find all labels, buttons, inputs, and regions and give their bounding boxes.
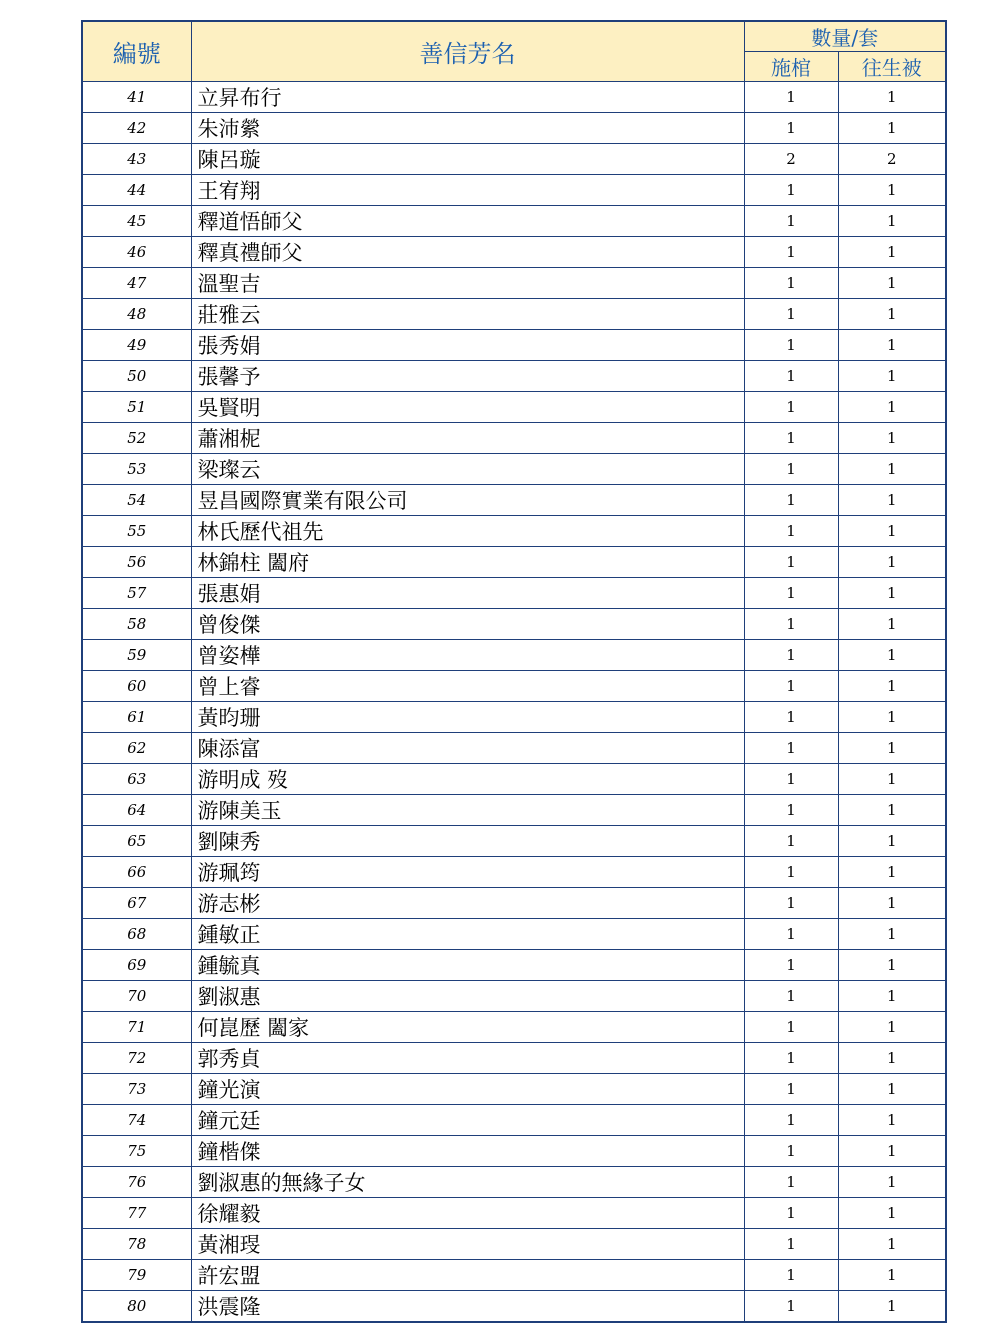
table-row — [82, 795, 946, 826]
donor-name: 郭秀貞 — [191, 1043, 744, 1074]
table-row — [82, 950, 946, 981]
table-row — [82, 609, 946, 640]
coffin-quantity: 1 — [744, 361, 838, 392]
donor-name: 劉淑惠 — [191, 981, 744, 1012]
coffin-quantity: 1 — [744, 175, 838, 206]
table-row — [82, 1167, 946, 1198]
quilt-quantity: 1 — [838, 1260, 946, 1291]
quilt-quantity: 1 — [838, 1229, 946, 1260]
coffin-quantity: 1 — [744, 981, 838, 1012]
coffin-quantity: 1 — [744, 1074, 838, 1105]
row-number: 76 — [82, 1167, 191, 1198]
quilt-quantity: 1 — [838, 516, 946, 547]
quilt-quantity: 1 — [838, 702, 946, 733]
coffin-quantity: 1 — [744, 795, 838, 826]
coffin-quantity: 1 — [744, 857, 838, 888]
coffin-quantity: 1 — [744, 702, 838, 733]
donor-name: 洪震隆 — [191, 1291, 744, 1323]
coffin-quantity: 1 — [744, 547, 838, 578]
donor-name: 立昇布行 — [191, 82, 744, 113]
table-row — [82, 485, 946, 516]
quilt-quantity: 1 — [838, 640, 946, 671]
coffin-quantity: 1 — [744, 764, 838, 795]
table-row — [82, 1012, 946, 1043]
donor-name: 游珮筠 — [191, 857, 744, 888]
table-row — [82, 423, 946, 454]
coffin-quantity: 1 — [744, 299, 838, 330]
donor-name: 林氏歷代祖先 — [191, 516, 744, 547]
quilt-quantity: 1 — [838, 578, 946, 609]
quilt-quantity: 1 — [838, 857, 946, 888]
coffin-quantity: 1 — [744, 454, 838, 485]
row-number: 52 — [82, 423, 191, 454]
donor-name: 劉淑惠的無緣子女 — [191, 1167, 744, 1198]
column-header-coffin: 施棺 — [744, 52, 838, 82]
coffin-quantity: 1 — [744, 919, 838, 950]
donor-name: 朱沛縈 — [191, 113, 744, 144]
quilt-quantity: 1 — [838, 1043, 946, 1074]
donor-name: 王宥翔 — [191, 175, 744, 206]
donor-name: 游陳美玉 — [191, 795, 744, 826]
quilt-quantity: 1 — [838, 1074, 946, 1105]
table-row — [82, 175, 946, 206]
donor-name: 許宏盟 — [191, 1260, 744, 1291]
coffin-quantity: 1 — [744, 206, 838, 237]
coffin-quantity: 1 — [744, 1260, 838, 1291]
quilt-quantity: 1 — [838, 1167, 946, 1198]
coffin-quantity: 1 — [744, 1012, 838, 1043]
row-number: 79 — [82, 1260, 191, 1291]
donor-name: 張秀娟 — [191, 330, 744, 361]
row-number: 77 — [82, 1198, 191, 1229]
donor-name: 游志彬 — [191, 888, 744, 919]
coffin-quantity: 1 — [744, 1229, 838, 1260]
row-number: 80 — [82, 1291, 191, 1323]
row-number: 43 — [82, 144, 191, 175]
coffin-quantity: 1 — [744, 1105, 838, 1136]
table-header — [82, 21, 946, 82]
table-row — [82, 1105, 946, 1136]
column-header-number: 編號 — [82, 21, 191, 82]
table-row — [82, 640, 946, 671]
donor-name: 蕭湘柅 — [191, 423, 744, 454]
table-row — [82, 82, 946, 113]
row-number: 66 — [82, 857, 191, 888]
row-number: 60 — [82, 671, 191, 702]
table-row — [82, 454, 946, 485]
table-row — [82, 1260, 946, 1291]
table-row — [82, 1074, 946, 1105]
quilt-quantity: 1 — [838, 175, 946, 206]
quilt-quantity: 1 — [838, 733, 946, 764]
quilt-quantity: 1 — [838, 1291, 946, 1323]
donor-name: 梁璨云 — [191, 454, 744, 485]
quilt-quantity: 1 — [838, 1105, 946, 1136]
row-number: 48 — [82, 299, 191, 330]
quilt-quantity: 1 — [838, 206, 946, 237]
row-number: 47 — [82, 268, 191, 299]
quilt-quantity: 1 — [838, 237, 946, 268]
donor-name: 林錦柱 闔府 — [191, 547, 744, 578]
donor-name: 陳呂璇 — [191, 144, 744, 175]
column-header-quantity: 數量/套 — [744, 21, 946, 52]
table-row — [82, 299, 946, 330]
coffin-quantity: 1 — [744, 1291, 838, 1323]
coffin-quantity: 1 — [744, 82, 838, 113]
coffin-quantity: 1 — [744, 1198, 838, 1229]
table-row — [82, 919, 946, 950]
quilt-quantity: 1 — [838, 547, 946, 578]
table-row — [82, 361, 946, 392]
quilt-quantity: 1 — [838, 1012, 946, 1043]
coffin-quantity: 1 — [744, 640, 838, 671]
header-row — [82, 21, 946, 52]
coffin-quantity: 1 — [744, 1043, 838, 1074]
row-number: 63 — [82, 764, 191, 795]
donor-name: 溫聖吉 — [191, 268, 744, 299]
quilt-quantity: 1 — [838, 268, 946, 299]
quilt-quantity: 1 — [838, 82, 946, 113]
coffin-quantity: 1 — [744, 888, 838, 919]
donor-name: 張馨予 — [191, 361, 744, 392]
quilt-quantity: 1 — [838, 299, 946, 330]
row-number: 55 — [82, 516, 191, 547]
row-number: 64 — [82, 795, 191, 826]
row-number: 69 — [82, 950, 191, 981]
donor-name: 鐘光演 — [191, 1074, 744, 1105]
coffin-quantity: 1 — [744, 237, 838, 268]
table-row — [82, 113, 946, 144]
donor-table — [81, 20, 947, 1323]
coffin-quantity: 1 — [744, 392, 838, 423]
row-number: 50 — [82, 361, 191, 392]
row-number: 58 — [82, 609, 191, 640]
table-body — [82, 82, 946, 1323]
coffin-quantity: 1 — [744, 516, 838, 547]
quilt-quantity: 2 — [838, 144, 946, 175]
table-row — [82, 516, 946, 547]
row-number: 73 — [82, 1074, 191, 1105]
table-row — [82, 1198, 946, 1229]
quilt-quantity: 1 — [838, 609, 946, 640]
quilt-quantity: 1 — [838, 981, 946, 1012]
donor-name: 曾俊傑 — [191, 609, 744, 640]
table-row — [82, 1136, 946, 1167]
row-number: 57 — [82, 578, 191, 609]
donor-name: 陳添富 — [191, 733, 744, 764]
coffin-quantity: 1 — [744, 733, 838, 764]
donor-name: 鐘楷傑 — [191, 1136, 744, 1167]
donor-name: 黃昀珊 — [191, 702, 744, 733]
table-row — [82, 206, 946, 237]
quilt-quantity: 1 — [838, 113, 946, 144]
quilt-quantity: 1 — [838, 330, 946, 361]
donor-name: 鐘元廷 — [191, 1105, 744, 1136]
donor-name: 何崑歷 闔家 — [191, 1012, 744, 1043]
quilt-quantity: 1 — [838, 1198, 946, 1229]
table-row — [82, 330, 946, 361]
row-number: 49 — [82, 330, 191, 361]
quilt-quantity: 1 — [838, 826, 946, 857]
donor-name: 劉陳秀 — [191, 826, 744, 857]
row-number: 53 — [82, 454, 191, 485]
row-number: 65 — [82, 826, 191, 857]
coffin-quantity: 1 — [744, 330, 838, 361]
row-number: 41 — [82, 82, 191, 113]
donor-name: 釋真禮師父 — [191, 237, 744, 268]
table-row — [82, 764, 946, 795]
donor-name: 游明成 歿 — [191, 764, 744, 795]
column-header-name: 善信芳名 — [191, 21, 744, 82]
coffin-quantity: 2 — [744, 144, 838, 175]
row-number: 44 — [82, 175, 191, 206]
table-row — [82, 1229, 946, 1260]
row-number: 54 — [82, 485, 191, 516]
table-row — [82, 547, 946, 578]
quilt-quantity: 1 — [838, 423, 946, 454]
coffin-quantity: 1 — [744, 113, 838, 144]
table-row — [82, 702, 946, 733]
row-number: 45 — [82, 206, 191, 237]
quilt-quantity: 1 — [838, 950, 946, 981]
row-number: 61 — [82, 702, 191, 733]
quilt-quantity: 1 — [838, 392, 946, 423]
row-number: 71 — [82, 1012, 191, 1043]
table-row — [82, 268, 946, 299]
row-number: 42 — [82, 113, 191, 144]
donor-name: 昱昌國際實業有限公司 — [191, 485, 744, 516]
coffin-quantity: 1 — [744, 609, 838, 640]
row-number: 72 — [82, 1043, 191, 1074]
quilt-quantity: 1 — [838, 671, 946, 702]
donor-name: 鍾毓真 — [191, 950, 744, 981]
quilt-quantity: 1 — [838, 485, 946, 516]
row-number: 78 — [82, 1229, 191, 1260]
table-row — [82, 733, 946, 764]
donor-name: 曾姿樺 — [191, 640, 744, 671]
donor-name: 黃湘琝 — [191, 1229, 744, 1260]
coffin-quantity: 1 — [744, 826, 838, 857]
table-row — [82, 578, 946, 609]
table-row — [82, 392, 946, 423]
coffin-quantity: 1 — [744, 423, 838, 454]
quilt-quantity: 1 — [838, 454, 946, 485]
coffin-quantity: 1 — [744, 485, 838, 516]
coffin-quantity: 1 — [744, 268, 838, 299]
donor-name: 鍾敏正 — [191, 919, 744, 950]
donor-name: 吳賢明 — [191, 392, 744, 423]
quilt-quantity: 1 — [838, 919, 946, 950]
row-number: 74 — [82, 1105, 191, 1136]
row-number: 62 — [82, 733, 191, 764]
quilt-quantity: 1 — [838, 764, 946, 795]
donor-name: 莊雅云 — [191, 299, 744, 330]
table-row — [82, 671, 946, 702]
donor-name: 釋道悟師父 — [191, 206, 744, 237]
donor-name: 張惠娟 — [191, 578, 744, 609]
row-number: 75 — [82, 1136, 191, 1167]
donor-name: 曾上睿 — [191, 671, 744, 702]
donor-name: 徐耀毅 — [191, 1198, 744, 1229]
table-row — [82, 857, 946, 888]
quilt-quantity: 1 — [838, 888, 946, 919]
row-number: 51 — [82, 392, 191, 423]
table-row — [82, 144, 946, 175]
row-number: 67 — [82, 888, 191, 919]
quilt-quantity: 1 — [838, 1136, 946, 1167]
table-row — [82, 981, 946, 1012]
coffin-quantity: 1 — [744, 1167, 838, 1198]
column-header-quilt: 往生被 — [838, 52, 946, 82]
row-number: 59 — [82, 640, 191, 671]
row-number: 56 — [82, 547, 191, 578]
quilt-quantity: 1 — [838, 795, 946, 826]
table-row — [82, 1291, 946, 1323]
quilt-quantity: 1 — [838, 361, 946, 392]
coffin-quantity: 1 — [744, 671, 838, 702]
row-number: 70 — [82, 981, 191, 1012]
coffin-quantity: 1 — [744, 950, 838, 981]
row-number: 68 — [82, 919, 191, 950]
row-number: 46 — [82, 237, 191, 268]
table-row — [82, 237, 946, 268]
table-row — [82, 826, 946, 857]
coffin-quantity: 1 — [744, 1136, 838, 1167]
coffin-quantity: 1 — [744, 578, 838, 609]
table-row — [82, 1043, 946, 1074]
table-row — [82, 888, 946, 919]
